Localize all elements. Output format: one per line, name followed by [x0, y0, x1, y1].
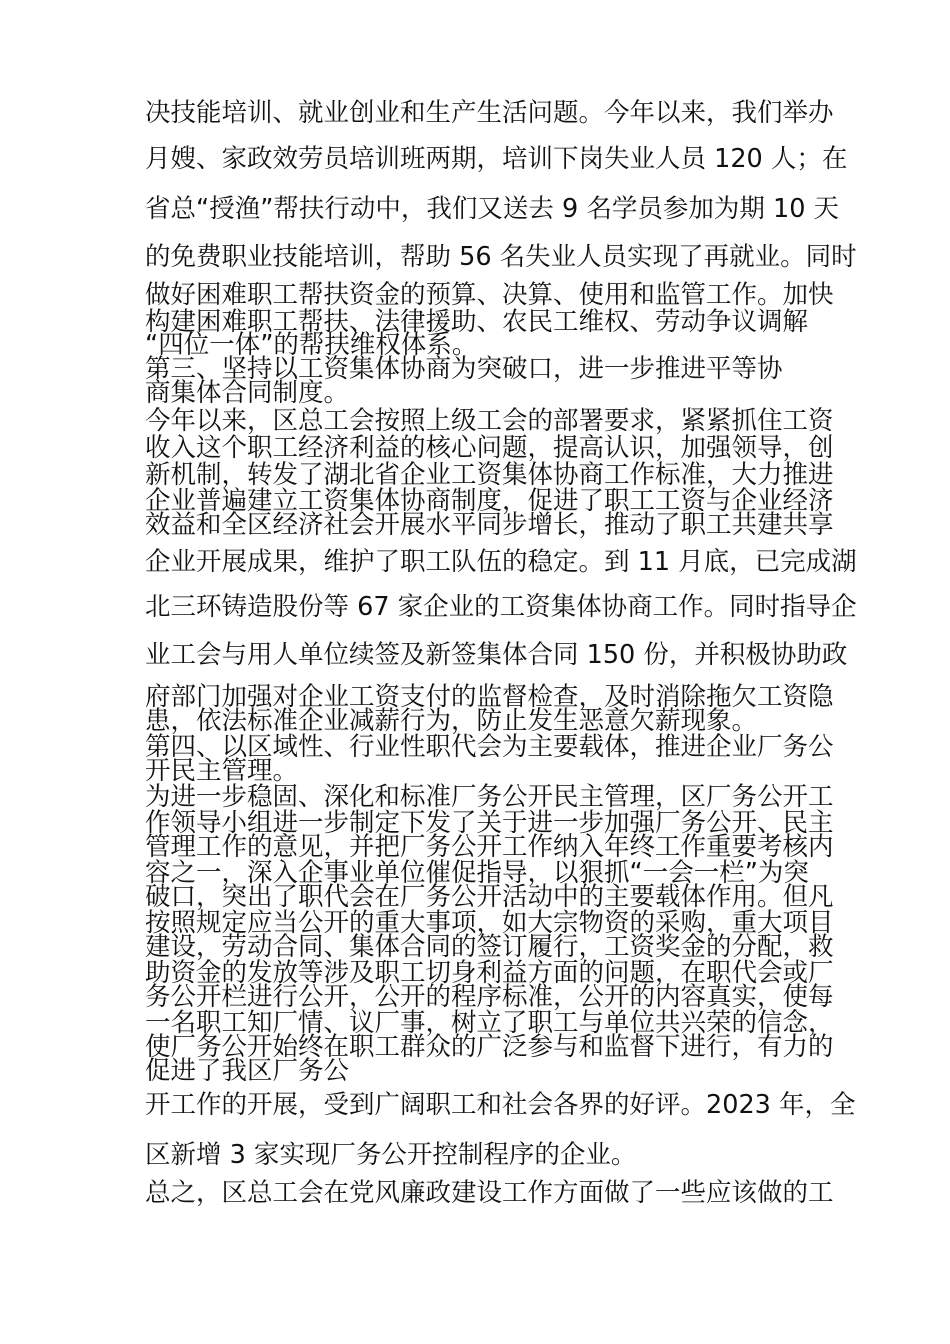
text-line: “四位一体”的帮扶维权体系。: [145, 330, 478, 360]
text-line: 决技能培训、就业创业和生产生活问题。今年以来，我们举办: [145, 98, 834, 128]
text-line: 建设，劳动合同、集体合同的签订履行，工资奖金的分配，救: [145, 932, 834, 962]
text-line: 今年以来，区总工会按照上级工会的部署要求，紧紧抓住工资: [145, 406, 834, 436]
text-line: 月嫂、家政效劳员培训班两期，培训下岗失业人员 120 人；在: [145, 144, 848, 174]
text-line: 商集体合同制度。: [145, 378, 350, 408]
text-line: 效益和全区经济社会开展水平同步增长，推动了职工共建共享: [145, 510, 834, 540]
text-line: 管理工作的意见，并把厂务公开工作纳入年终工作重要考核内: [145, 832, 834, 862]
text-line: 的免费职业技能培训，帮助 56 名失业人员实现了再就业。同时: [145, 242, 857, 272]
text-line: 区新增 3 家实现厂务公开控制程序的企业。: [145, 1140, 637, 1170]
text-line: 开工作的开展，受到广阔职工和社会各界的好评。2023 年，全: [145, 1090, 856, 1120]
text-line: 构建困难职工帮扶、法律援助、农民工维权、劳动争议调解: [145, 307, 809, 337]
text-line: 做好困难职工帮扶资金的预算、决算、使用和监管工作。加快: [145, 280, 834, 310]
text-line: 助资金的发放等涉及职工切身利益方面的问题，在职代会或厂: [145, 958, 834, 988]
text-line: 为进一步稳固、深化和标准厂务公开民主管理，区厂务公开工: [145, 782, 834, 812]
text-line: 第四、以区域性、行业性职代会为主要载体，推进企业厂务公: [145, 732, 834, 762]
text-line: 新机制，转发了湖北省企业工资集体协商工作标准，大力推进: [145, 460, 834, 490]
text-line: 企业普遍建立工资集体协商制度，促进了职工工资与企业经济: [145, 486, 834, 516]
text-line: 使厂务公开始终在职工群众的广泛参与和监督下进行，有力的: [145, 1032, 834, 1062]
text-line: 收入这个职工经济利益的核心问题，提高认识，加强领导，创: [145, 433, 834, 463]
text-line: 一名职工知厂情、议厂事，树立了职工与单位共兴荣的信念，: [145, 1008, 834, 1038]
text-line: 容之一，深入企事业单位催促指导，以狠抓“一会一栏”为突: [145, 858, 809, 888]
text-line: 促进了我区厂务公: [145, 1056, 350, 1086]
text-line: 省总“授渔”帮扶行动中，我们又送去 9 名学员参加为期 10 天: [145, 194, 840, 224]
text-line: 务公开栏进行公开，公开的程序标准，公开的内容真实，使每: [145, 982, 834, 1012]
text-line: 破口，突出了职代会在厂务公开活动中的主要载体作用。但凡: [145, 882, 834, 912]
text-line: 总之，区总工会在党风廉政建设工作方面做了一些应该做的工: [145, 1178, 834, 1208]
text-line: 企业开展成果，维护了职工队伍的稳定。到 11 月底，已完成湖: [145, 547, 857, 577]
text-line: 患，依法标准企业减薪行为，防止发生恶意欠薪现象。: [145, 706, 758, 736]
text-line: 作领导小组进一步制定下发了关于进一步加强厂务公开、民主: [145, 808, 834, 838]
text-line: 第三、坚持以工资集体协商为突破口，进一步推进平等协: [145, 354, 783, 384]
text-line: 业工会与用人单位续签及新签集体合同 150 份，并积极协助政: [145, 640, 848, 670]
text-line: 北三环铸造股份等 67 家企业的工资集体协商工作。同时指导企: [145, 592, 857, 622]
text-line: 开民主管理。: [145, 756, 299, 786]
text-line: 府部门加强对企业工资支付的监督检查，及时消除拖欠工资隐: [145, 682, 834, 712]
text-line: 按照规定应当公开的重大事项，如大宗物资的采购，重大项目: [145, 908, 834, 938]
